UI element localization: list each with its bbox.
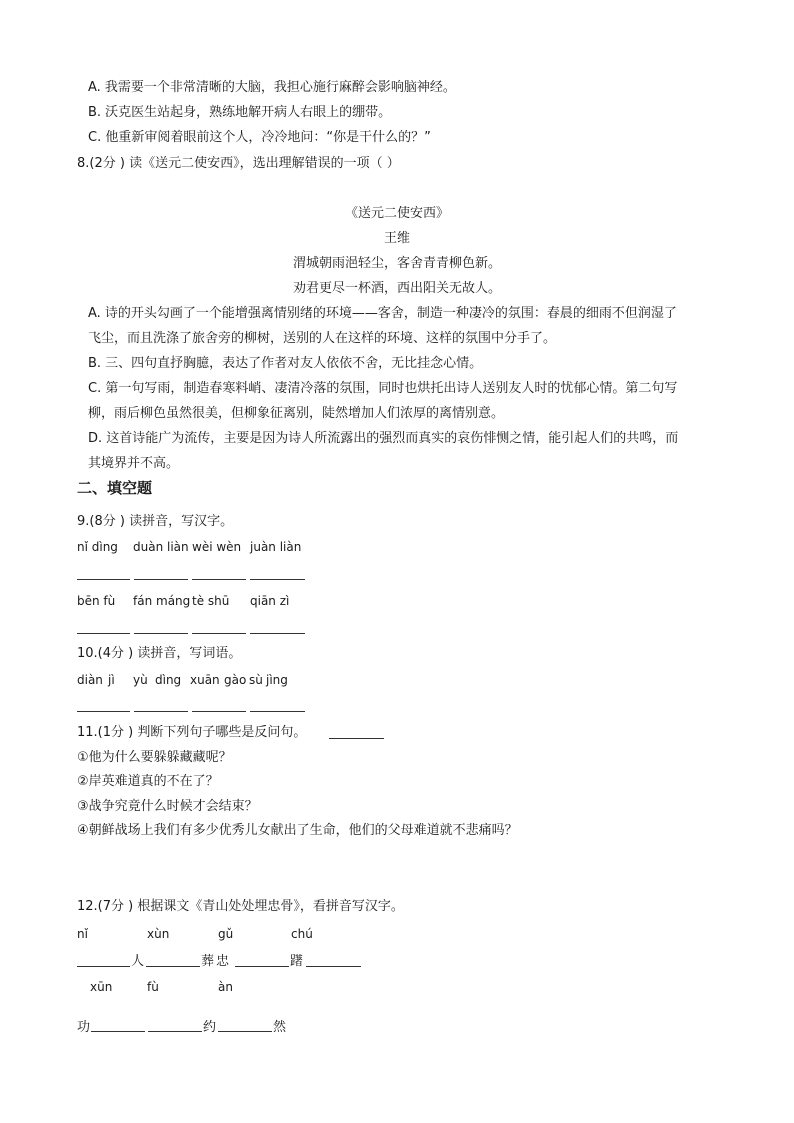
q12-pinyin-4: chú	[291, 927, 313, 941]
q11-item-2: ②岸英难道真的不在了？	[77, 774, 219, 789]
q9-pinyin-2: duàn liàn	[133, 540, 189, 554]
q12-pinyin-5: xūn	[90, 980, 113, 994]
q12-pinyin-2: xùn	[147, 927, 170, 941]
q12-char-1: 人	[131, 954, 145, 969]
q11-item-3: ③战争究竟什么时候才会结束？	[77, 799, 258, 814]
q11-stem: 11.(1分 ) 判断下列句子哪些是反问句。	[77, 725, 307, 740]
q9-pinyin-6: fán máng	[133, 594, 191, 608]
q10-blank-4[interactable]	[250, 711, 305, 712]
q8-option-a-line1: A. 诗的开头勾画了一个能增强离情别绪的环境——客舍，制造一种凄冷的氛围：春晨的细雨不但润湿了	[88, 306, 677, 321]
q12-pinyin-6: fù	[147, 980, 159, 994]
q9-blank-3[interactable]	[192, 579, 246, 580]
q10-pinyin-6: gào	[224, 673, 247, 687]
q12-blank-6[interactable]	[148, 1031, 202, 1032]
q12-char-5: 功	[77, 1020, 91, 1035]
poem-title: 《送元二使安西》	[344, 206, 449, 221]
q7-option-b: B. 沃克医生站起身，熟练地解开病人右眼上的绷带。	[88, 105, 392, 120]
q9-blank-5[interactable]	[77, 633, 130, 634]
q10-pinyin-8: jìng	[266, 673, 288, 687]
q9-blank-6[interactable]	[134, 633, 188, 634]
q8-option-d-line1: D. 这首诗能广为流传，主要是因为诗人所流露出的强烈而真实的哀伤悱恻之情，能引起人们的共鸣，而	[88, 431, 679, 446]
q12-char-7: 然	[273, 1020, 287, 1035]
q12-pinyin-7: àn	[218, 980, 233, 994]
q10-blank-2[interactable]	[134, 711, 188, 712]
q9-pinyin-5: bēn fù	[77, 594, 116, 608]
q7-option-c: C. 他重新审阅着眼前这个人，冷冷地问：“你是干什么的？”	[88, 130, 431, 145]
q9-blank-2[interactable]	[134, 579, 188, 580]
q7-option-a: A. 我需要一个非常清晰的大脑，我担心施行麻醉会影响脑神经。	[88, 80, 456, 95]
q8-option-b: B. 三、四句直抒胸臆，表达了作者对友人依依不舍，无比挂念心情。	[88, 356, 483, 371]
q10-pinyin-7: sù	[249, 673, 263, 687]
q9-stem: 9.(8分 ) 读拼音，写汉字。	[77, 514, 234, 529]
q10-pinyin-1: diàn	[77, 673, 103, 687]
q8-option-c-line2: 柳，雨后柳色虽然很美，但柳象征离别，陡然增加人们浓厚的离情别意。	[88, 406, 505, 421]
q10-stem: 10.(4分 ) 读拼音，写词语。	[77, 646, 242, 661]
q11-answer-blank[interactable]	[329, 738, 384, 739]
q10-pinyin-3: yù	[133, 673, 148, 687]
q12-char-3: 忠	[216, 954, 230, 969]
q9-pinyin-8: qiān zì	[250, 594, 290, 608]
section-title: 二、填空题	[77, 479, 153, 497]
q8-option-a-line2: 飞尘，而且洗涤了旅舍旁的柳树，送别的人在这样的环境、这样的氛围中分手了。	[88, 331, 557, 346]
q10-pinyin-5: xuān	[190, 673, 220, 687]
q8-option-d-line2: 其境界并不高。	[88, 456, 180, 471]
q10-blank-1[interactable]	[77, 711, 130, 712]
poem-line-1: 渭城朝雨浥轻尘，客舍青青柳色新。	[292, 256, 501, 271]
poem-line-2: 劝君更尽一杯酒，西出阳关无故人。	[292, 281, 501, 296]
q12-blank-7[interactable]	[218, 1031, 272, 1032]
q12-pinyin-3: gǔ	[218, 927, 234, 941]
q11-item-4: ④朝鲜战场上我们有多少优秀儿女献出了生命，他们的父母难道就不悲痛吗？	[77, 823, 518, 838]
q12-blank-4[interactable]	[306, 966, 361, 967]
q12-blank-3[interactable]	[235, 966, 289, 967]
q9-pinyin-7: tè shū	[192, 594, 230, 608]
q9-pinyin-4: juàn liàn	[250, 540, 302, 554]
poem-author: 王维	[383, 231, 410, 246]
q9-blank-8[interactable]	[250, 633, 305, 634]
q12-char-4: 躇	[290, 954, 304, 969]
q8-stem: 8.(2分 ) 读《送元二使安西》，选出理解错误的一项（ ）	[77, 156, 400, 171]
q12-char-6: 约	[203, 1020, 217, 1035]
q9-pinyin-1: nǐ dìng	[77, 540, 118, 554]
q8-option-c-line1: C. 第一句写雨，制造春寒料峭、凄清冷落的氛围，同时也烘托出诗人送别友人时的忧郁心情。第二句写	[88, 381, 678, 396]
q12-blank-5[interactable]	[91, 1031, 145, 1032]
q9-blank-4[interactable]	[250, 579, 305, 580]
q12-blank-1[interactable]	[77, 966, 130, 967]
q10-blank-3[interactable]	[192, 711, 246, 712]
q11-item-1: ①他为什么要躲躲藏藏呢？	[77, 750, 232, 765]
q10-pinyin-2: jì	[108, 673, 115, 687]
q9-blank-1[interactable]	[77, 579, 130, 580]
q12-char-2: 葬	[201, 954, 215, 969]
q10-pinyin-4: dìng	[155, 673, 182, 687]
q9-blank-7[interactable]	[192, 633, 246, 634]
q12-stem: 12.(7分 ) 根据课文《青山处处埋忠骨》，看拼音写汉字。	[77, 899, 404, 914]
q12-pinyin-1: nǐ	[77, 927, 88, 941]
q9-pinyin-3: wèi wèn	[192, 540, 242, 554]
q12-blank-2[interactable]	[146, 966, 200, 967]
